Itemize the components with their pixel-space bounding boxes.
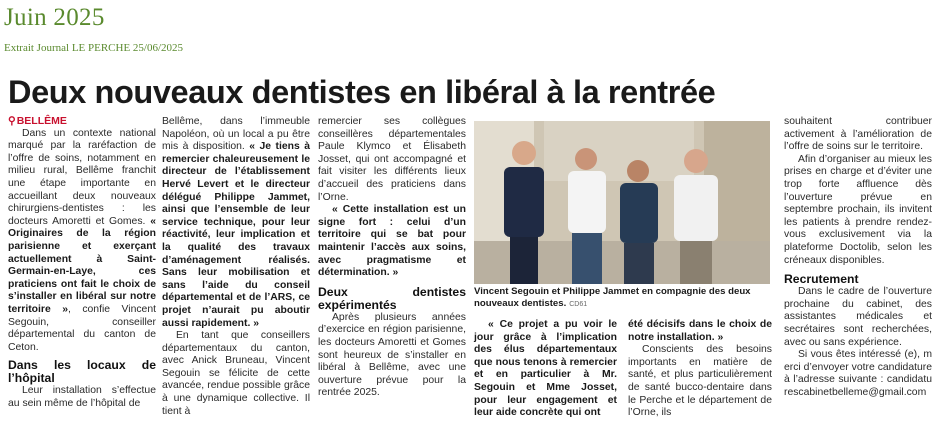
photo-credit: CD61: [569, 300, 588, 308]
article-photo: [474, 121, 770, 284]
paragraph: [8, 128, 156, 355]
subheading: Recrutement: [784, 272, 859, 287]
paragraph-text: , confie Vincent Segouin, conseiller départemental du canton de Ceton.: [8, 303, 156, 353]
quote-paragraph: « Cette installation est un signe fort : celui d’un territoire qui se bat pour maintenir l’accès aux soins, avec pragmatisme et détermination. »: [318, 204, 466, 279]
quote-text: « Je tiens à remercier chaleureusement le directeur de l’établissement Hervé Levert et le directeur délégué Philippe Jammet, ainsi que l’ensemble de leur service technique, pour leur réactivité, leur implication et la qualité des travaux d’aménagement réalisés. Sans leur mobilisation et sans l’aide du conseil départemental et de l’ARS, ce projet n’aurait pu aboutir aussi rapidement. »: [162, 141, 310, 329]
paragraph-text: Dans un contexte national marqué par la raréfaction de l’offre de soins, notamment en milieu rural, Bellême franchit une étape importante en accueillant deux nouveaux chirurgiens-dentistes : les docteurs Amoretti et Gomes.: [8, 127, 156, 227]
paragraph: Afin d’organiser au mieux les prises en charge et d’éviter une trop forte affluence dès l’ouverture prévue en septembre prochain, ils invitent les patients à prendre rendez-vous exclusivement via la plateforme Doctolib, selon les créneaux disponibles.: [784, 153, 932, 266]
quote-paragraph: été décisifs dans le choix de notre installation. »: [628, 319, 772, 343]
article-column-1: [8, 115, 156, 410]
paragraph-text: Bellême, dans l’immeuble Napoléon, où un local a pu être mis à disposition.: [162, 116, 310, 153]
subheading: Deux dentistes expérimentés: [318, 284, 466, 312]
quote-paragraph: « Ce projet a pu voir le jour grâce à l’implication des élus départementaux que nous tenons à remercier et en particulier à Mr. Segouin et Mme Josset, pour leur engagement et leur aide concrète qui ont: [474, 319, 617, 419]
article-column-2: [162, 116, 310, 418]
group-photo: [474, 121, 770, 284]
paragraph: [162, 116, 310, 330]
article-column-4: [474, 319, 617, 420]
location-pin-icon: ⚲: [8, 115, 16, 127]
dateline: [8, 115, 156, 128]
article-column-5: [628, 319, 772, 420]
article-column-3: [318, 116, 466, 400]
article-column-6: [784, 116, 932, 399]
paragraph: Si vous êtes intéressé (e), merci d’envoyer votre candidature à l’adresse suivante : candidaturescabinetbelleme@gmail.com: [784, 349, 932, 398]
paragraph: En tant que conseillers départementaux du canton, avec Anick Bruneau, Vincent Segouin se félicite de cette avancée, rendue possible grâce à une dynamique collective. Il tient à: [162, 330, 310, 417]
month-title: Juin 2025: [4, 4, 105, 31]
paragraph: Après plusieurs années d’exercice en région parisienne, les docteurs Amoretti et Gomes sont heureux de s’installer en libéral à Bellême, avec une ouverture prévue pour la rentrée 2025.: [318, 311, 466, 399]
caption-text: Vincent Segouin et Philippe Jammet en compagnie des deux nouveaux dentistes.: [474, 286, 751, 309]
photo-caption: [474, 286, 772, 310]
subheading: Dans les locaux de l’hôpital: [8, 358, 156, 386]
paragraph: Leur installation s’effectue au sein même de l’hôpital de: [8, 385, 156, 409]
source-line: Extrait Journal LE PERCHE 25/06/2025: [4, 42, 184, 54]
dateline-place: BELLÊME: [16, 115, 67, 127]
paragraph: remercier ses collègues conseillères départementales Paule Klymco et Élisabeth Josset, qui ont accompagné et fait visiter les différents lieux d’accueil des praticiens dans l’Orne.: [318, 116, 466, 203]
paragraph: Dans le cadre de l’ouverture prochaine du cabinet, des assistantes médicales et secrétaires sont recherchées, avec ou sans expérience.: [784, 286, 932, 348]
quote-text: « Originaires de la région parisienne et exerçant actuellement à Saint-Germain-en-Laye, ces praticiens ont fait le choix de s’installer en libéral sur notre territoire »: [8, 215, 156, 315]
paragraph: souhaitent contribuer activement à l’amélioration de l’offre de soins sur le territoire.: [784, 116, 932, 153]
article-headline: Deux nouveaux dentistes en libéral à la rentrée: [8, 74, 716, 110]
paragraph: Conscients des besoins importants en matière de santé, et plus particulièrement de santé bucco-dentaire dans le Perche et le département de l’Orne, ils: [628, 344, 772, 419]
